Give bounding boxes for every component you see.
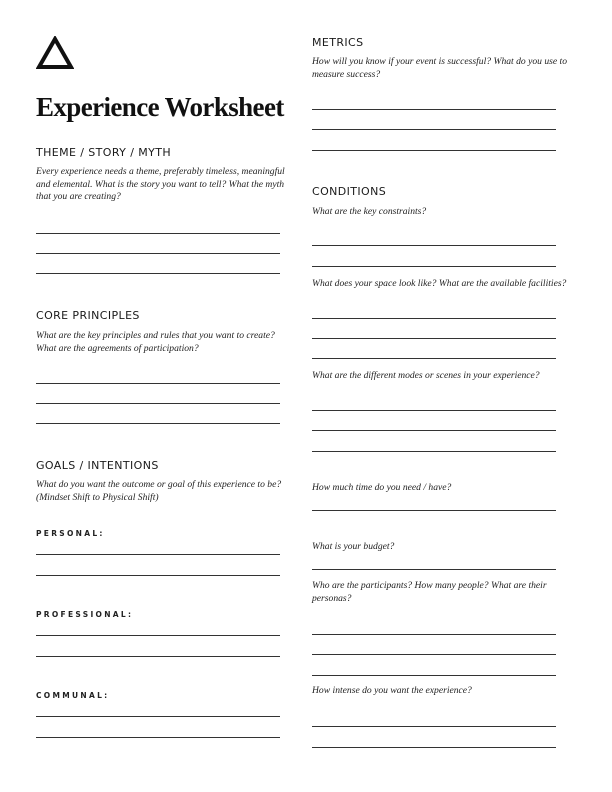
answer-line[interactable] (312, 109, 556, 110)
metrics-prompt-line: How will you know if your event is successful? What do you use to (312, 56, 567, 67)
core-principles-prompt (36, 330, 275, 355)
theme-prompt-line: Every experience needs a theme, preferably timeless, meaningful (36, 166, 285, 177)
triangle-outline-icon (36, 36, 74, 70)
personal-label: PERSONAL: (36, 529, 105, 538)
answer-line[interactable] (312, 675, 556, 676)
answer-line[interactable] (36, 635, 280, 636)
constraints-question: What are the key constraints? (312, 206, 427, 217)
answer-line[interactable] (312, 318, 556, 319)
metrics-prompt-line: measure success? (312, 68, 381, 80)
goals-prompt (36, 479, 281, 504)
answer-line[interactable] (36, 233, 280, 234)
answer-line[interactable] (312, 338, 556, 339)
answer-line[interactable] (312, 358, 556, 359)
modes-question: What are the different modes or scenes in your experience? (312, 370, 540, 381)
core-prompt-line: What are the key principles and rules that you want to create? (36, 330, 275, 341)
answer-line[interactable] (312, 510, 556, 511)
answer-line[interactable] (312, 569, 556, 570)
answer-line[interactable] (312, 747, 556, 748)
answer-line[interactable] (312, 245, 556, 246)
answer-line[interactable] (312, 451, 556, 452)
answer-line[interactable] (312, 430, 556, 431)
answer-line[interactable] (36, 737, 280, 738)
answer-line[interactable] (36, 383, 280, 384)
metrics-heading: METRICS (312, 36, 364, 49)
answer-line[interactable] (36, 575, 280, 576)
metrics-prompt (312, 56, 567, 81)
goals-heading: GOALS / INTENTIONS (36, 459, 159, 472)
conditions-heading: CONDITIONS (312, 185, 387, 198)
time-question: How much time do you need / have? (312, 482, 452, 493)
page-title: Experience Worksheet (36, 92, 284, 122)
answer-line[interactable] (36, 716, 280, 717)
professional-label: PROFESSIONAL: (36, 610, 134, 619)
budget-question: What is your budget? (312, 541, 395, 552)
core-prompt-line: What are the agreements of participation? (36, 342, 199, 354)
theme-heading: THEME / STORY / MYTH (36, 146, 171, 159)
answer-line[interactable] (312, 150, 556, 151)
participants-question-line: personas? (312, 592, 352, 604)
answer-line[interactable] (312, 129, 556, 130)
answer-line[interactable] (312, 654, 556, 655)
answer-line[interactable] (36, 554, 280, 555)
answer-line[interactable] (36, 656, 280, 657)
participants-question (312, 580, 547, 605)
intensity-question: How intense do you want the experience? (312, 685, 472, 696)
answer-line[interactable] (312, 726, 556, 727)
core-principles-heading: CORE PRINCIPLES (36, 309, 140, 322)
answer-line[interactable] (312, 634, 556, 635)
answer-line[interactable] (36, 253, 280, 254)
answer-line[interactable] (36, 423, 280, 424)
participants-question-line: Who are the participants? How many people? What are their (312, 580, 547, 591)
theme-prompt-line: and elemental. What is the story you want to tell? What the myth (36, 178, 285, 190)
theme-prompt (36, 166, 285, 204)
answer-line[interactable] (36, 403, 280, 404)
space-question: What does your space look like? What are the available facilities? (312, 278, 567, 289)
theme-prompt-line: that you are creating? (36, 191, 121, 202)
goals-prompt-line: What do you want the outcome or goal of this experience to be? (36, 479, 282, 490)
goals-prompt-line: (Mindset Shift to Physical Shift) (36, 491, 159, 503)
answer-line[interactable] (312, 410, 556, 411)
communal-label: COMMUNAL: (36, 691, 110, 700)
answer-line[interactable] (312, 266, 556, 267)
answer-line[interactable] (36, 273, 280, 274)
